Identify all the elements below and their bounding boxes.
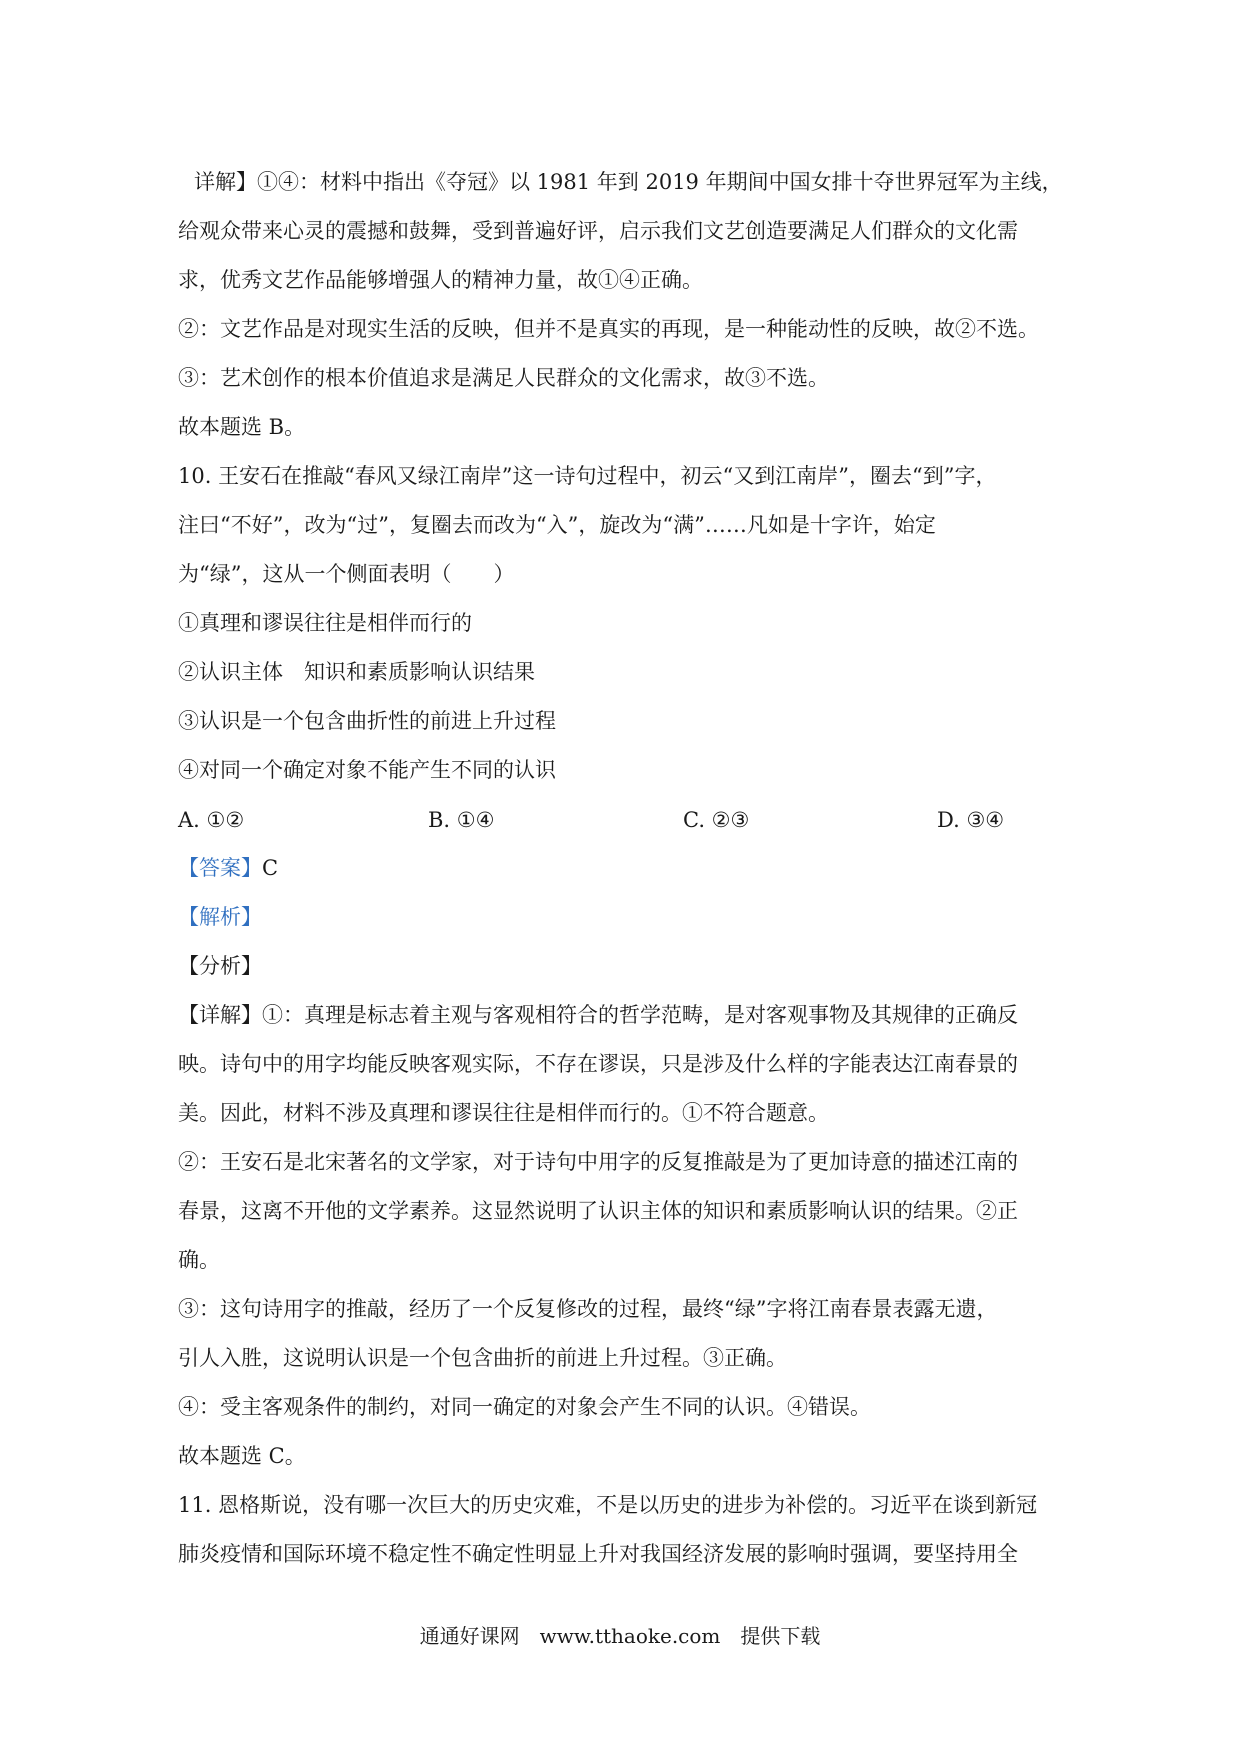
- q10-analysis-label: [178, 893, 1070, 942]
- prev-detail-line-2: 给观众带来心灵的震撼和鼓舞，受到普遍好评，启示我们文艺创造要满足人们群众的文化需: [178, 219, 1018, 243]
- prev-point-3: ③：艺术创作的根本价值追求是满足人民群众的文化需求，故③不选。: [178, 366, 829, 390]
- page-content: [178, 158, 1070, 1579]
- q10-detail2-line-3: 确。: [178, 1248, 220, 1272]
- q10-detail4: ④：受主客观条件的制约，对同一确定的对象会产生不同的认识。④错误。: [178, 1395, 871, 1419]
- q10-answer: [178, 844, 1070, 893]
- prev-point-2: ②：文艺作品是对现实生活的反映，但并不是真实的再现，是一种能动性的反映，故②不选。: [178, 317, 1039, 341]
- q10-statement-2: ②认识主体 知识和素质影响认识结果: [178, 660, 535, 684]
- q10-statement-4: ④对同一个确定对象不能产生不同的认识: [178, 758, 556, 782]
- q10-detail3-line-1: ③：这句诗用字的推敲，经历了一个反复修改的过程，最终“绿”字将江南春景表露无遗，: [178, 1297, 998, 1321]
- q10-detail3-line-2: 引人入胜，这说明认识是一个包含曲折的前进上升过程。③正确。: [178, 1346, 787, 1370]
- q10-fenxi-label: 【分析】: [178, 954, 262, 978]
- q11-stem-line-2: 肺炎疫情和国际环境不稳定性不确定性明显上升对我国经济发展的影响时强调，要坚持用全: [178, 1542, 1018, 1566]
- q10-conclusion: 故本题选 C。: [178, 1444, 306, 1468]
- q11-stem-line-1: 11. 恩格斯说，没有哪一次巨大的历史灾难，不是以历史的进步为补偿的。习近平在谈到新冠: [178, 1493, 1038, 1517]
- q10-detail1-line-1: 【详解】①：真理是标志着主观与客观相符合的哲学范畴，是对客观事物及其规律的正确反: [178, 1003, 1018, 1027]
- q10-stem-line-1: 10. 王安石在推敲“春风又绿江南岸”这一诗句过程中，初云“又到江南岸”，圈去“到”字，: [178, 464, 997, 488]
- q10-stem-line-3: 为“绿”，这从一个侧面表明（ ）: [178, 562, 515, 586]
- answer-label: 【答案】: [178, 856, 262, 880]
- q10-option-b: B. ①④: [428, 807, 495, 832]
- analysis-label: 【解析】: [178, 905, 262, 929]
- q10-detail1-line-3: 美。因此，材料不涉及真理和谬误往往是相伴而行的。①不符合题意。: [178, 1101, 829, 1125]
- q10-option-c: C. ②③: [683, 807, 750, 832]
- q10-detail1-line-2: 映。诗句中的用字均能反映客观实际，不存在谬误，只是涉及什么样的字能表达江南春景的: [178, 1052, 1018, 1076]
- prev-conclusion: 故本题选 B。: [178, 415, 306, 439]
- q10-statement-3: ③认识是一个包含曲折性的前进上升过程: [178, 709, 556, 733]
- answer-value: C: [262, 856, 279, 880]
- q10-option-a: A. ①②: [178, 807, 245, 832]
- q10-options: [178, 795, 1070, 844]
- q10-detail2-line-2: 春景，这离不开他的文学素养。这显然说明了认识主体的知识和素质影响认识的结果。②正: [178, 1199, 1018, 1223]
- q10-option-d: D. ③④: [937, 807, 1005, 832]
- prev-detail-line-1: 详解】①④：材料中指出《夺冠》以 1981 年到 2019 年期间中国女排十夺世界冠军为主线，: [194, 170, 1063, 194]
- q10-stem-line-2: 注曰“不好”，改为“过”，复圈去而改为“入”，旋改为“满”……凡如是十字许，始定: [178, 513, 936, 537]
- q10-detail2-line-1: ②：王安石是北宋著名的文学家，对于诗句中用字的反复推敲是为了更加诗意的描述江南的: [178, 1150, 1018, 1174]
- prev-detail-line-3: 求，优秀文艺作品能够增强人的精神力量，故①④正确。: [178, 268, 703, 292]
- page-footer: 通通好课网 www.tthaoke.com 提供下载: [419, 1624, 821, 1648]
- q10-statement-1: ①真理和谬误往往是相伴而行的: [178, 611, 472, 635]
